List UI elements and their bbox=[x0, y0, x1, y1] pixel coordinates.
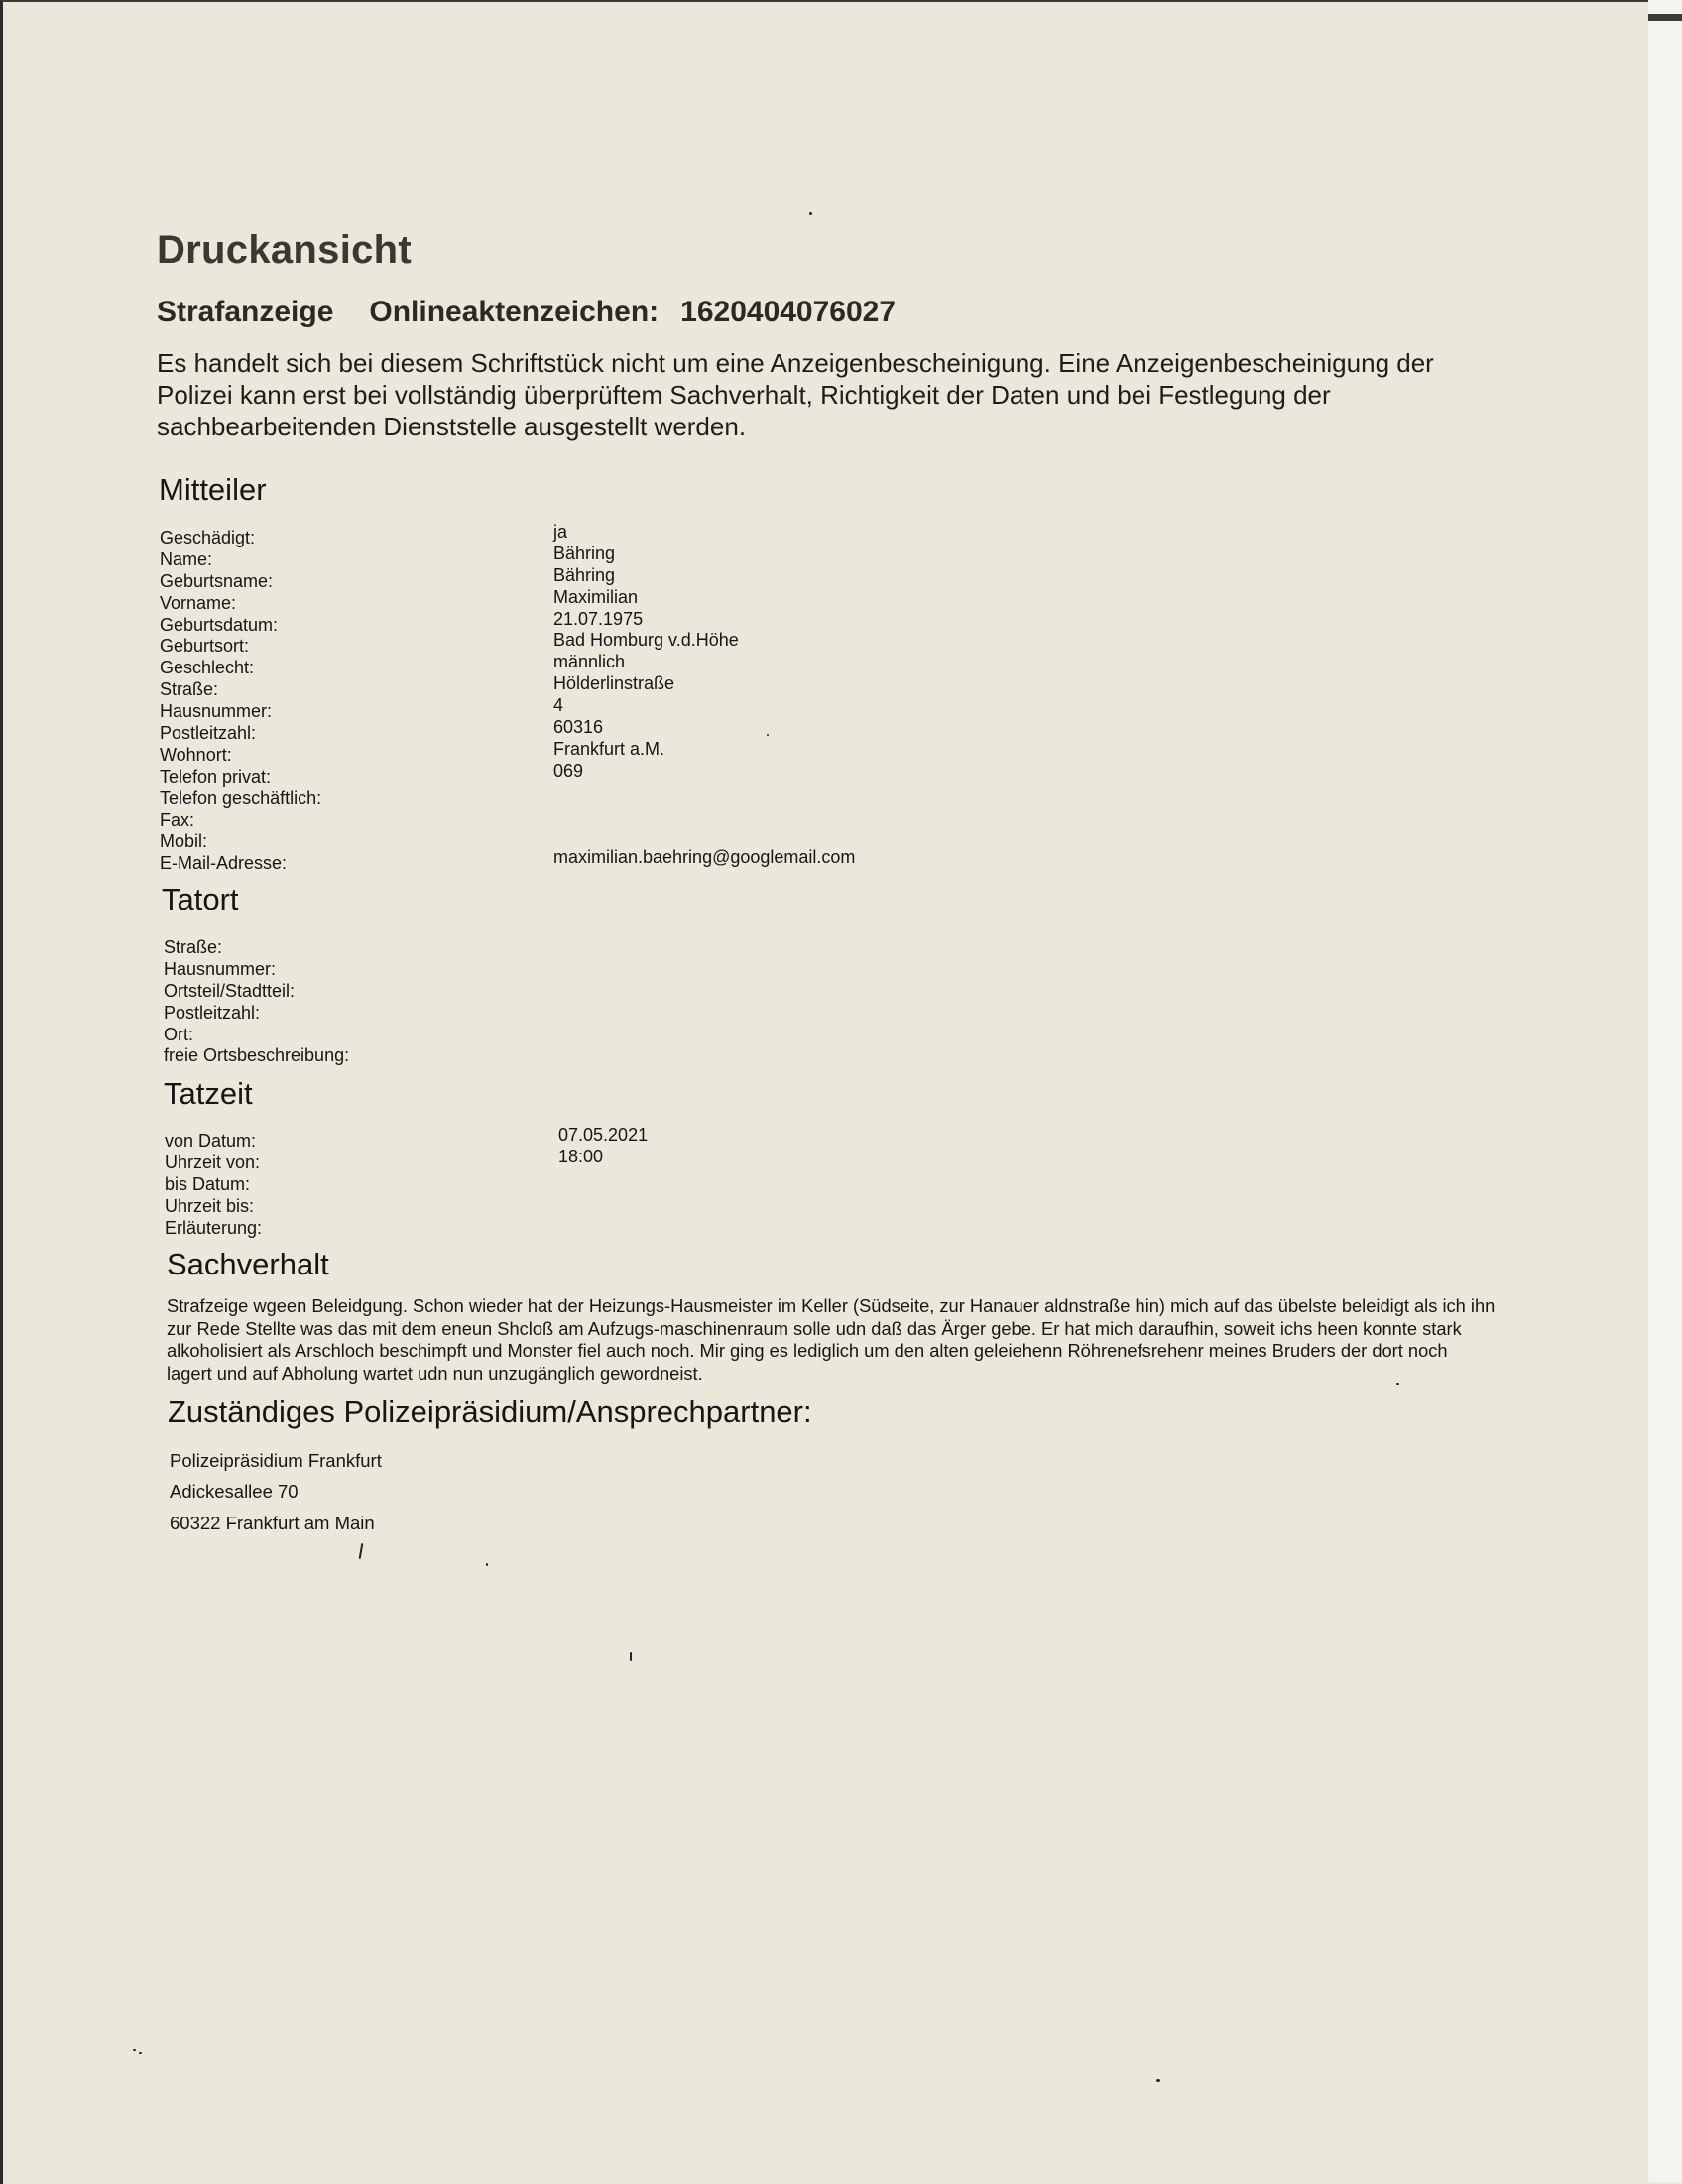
field-label: Mobil: bbox=[160, 831, 208, 852]
field-row bbox=[160, 564, 1151, 591]
tatzeit-fields bbox=[165, 1125, 1156, 1238]
field-label: Geschlecht: bbox=[160, 658, 255, 678]
field-label: E-Mail-Adresse: bbox=[160, 853, 288, 874]
field-row bbox=[164, 956, 1155, 978]
field-label: Geschädigt: bbox=[160, 528, 256, 547]
field-label: Wohnort: bbox=[160, 744, 232, 765]
case-number: 1620404076027 bbox=[680, 296, 897, 328]
field-label: Uhrzeit bis: bbox=[165, 1195, 255, 1216]
notice-paragraph: Es handelt sich bei diesem Schriftstück nicht um eine Anzeigenbescheinigung. Eine Anzeigenbescheinigung der Polizei kann erst bei vollständig überprüftem Sachverhalt, Richtigkeit der Daten und bei Festlegung der sachbearbeitenden Dienststelle ausgestellt werden. bbox=[157, 348, 1434, 441]
field-row bbox=[160, 786, 1151, 807]
field-label: Hausnummer: bbox=[160, 701, 273, 722]
field-row bbox=[164, 1022, 1155, 1043]
field-label: bis Datum: bbox=[165, 1173, 251, 1194]
field-row bbox=[160, 807, 1151, 829]
scan-speck bbox=[1396, 1383, 1399, 1385]
field-label: Ortsteil/Stadtteil: bbox=[164, 980, 296, 1001]
contact-authority: Polizeipräsidium Frankfurt bbox=[170, 1450, 382, 1471]
field-value: Bähring bbox=[553, 564, 616, 585]
section-heading-tatort: Tatort bbox=[162, 882, 239, 916]
field-row bbox=[164, 1000, 1155, 1022]
section-heading-mitteiler: Mitteiler bbox=[159, 472, 267, 507]
field-row bbox=[160, 695, 1151, 722]
field-value: maximilian.baehring@googlemail.com bbox=[553, 847, 856, 868]
scanner-margin-mark bbox=[1648, 14, 1682, 21]
field-row bbox=[160, 630, 1151, 657]
field-label: Geburtsort: bbox=[160, 636, 250, 657]
field-label: Erläuterung: bbox=[165, 1217, 263, 1238]
field-value: 21.07.1975 bbox=[553, 608, 644, 629]
field-row bbox=[160, 760, 1151, 787]
page-title: Druckansicht bbox=[157, 228, 413, 272]
scan-speck bbox=[767, 734, 769, 736]
field-value: 4 bbox=[553, 695, 564, 716]
field-value: Maximilian bbox=[553, 586, 639, 607]
field-label: Geburtsname: bbox=[160, 570, 274, 591]
field-label: von Datum: bbox=[165, 1131, 257, 1151]
field-label: Vorname: bbox=[160, 592, 237, 613]
field-value: 18:00 bbox=[558, 1146, 604, 1166]
scan-speck bbox=[139, 2052, 142, 2054]
field-label: Straße: bbox=[164, 937, 223, 957]
sachverhalt-text: Strafzeige wgeen Beleidgung. Schon wieder hat der Heizungs-Hausmeister im Keller (Südseite, zur Hanauer aldnstraße hin) mich auf das übelste beleidigt als ich ihn zur Rede Stellte was das mit dem eneun Shcloß am Aufzugs-maschinenraum solle udn daß das Ärger gebe. Er hat mich daraufhin, soweit ichs heen konnte stark alkoholisiert als Arschloch beschimpft und Monster fiel auch noch. Mir ging es lediglich um den alten geleiehenn Röhrenefsrehenr meines Bruders der dort noch lagert und auf Abholung wartet udn nun unzugänglich gewordneist. bbox=[167, 1295, 1496, 1384]
field-row bbox=[160, 522, 1151, 547]
report-subtitle bbox=[157, 296, 896, 329]
section-heading-contact: Zuständiges Polizeipräsidium/Ansprechpartner: bbox=[168, 1395, 812, 1429]
scanner-margin bbox=[1648, 0, 1682, 2182]
field-label: Name: bbox=[160, 548, 213, 569]
field-label: Geburtsdatum: bbox=[160, 614, 279, 635]
field-label: Uhrzeit von: bbox=[165, 1152, 261, 1172]
field-label: Postleitzahl: bbox=[160, 723, 257, 744]
field-label: Straße: bbox=[160, 679, 219, 700]
field-value: 07.05.2021 bbox=[558, 1125, 649, 1145]
field-row bbox=[160, 586, 1151, 613]
field-value: ja bbox=[553, 522, 568, 542]
field-row bbox=[160, 847, 1151, 874]
field-value: Hölderlinstraße bbox=[553, 673, 675, 694]
field-row bbox=[165, 1146, 1156, 1172]
field-label: freie Ortsbeschreibung: bbox=[164, 1045, 350, 1066]
scan-speck bbox=[133, 2049, 136, 2051]
field-value: Bähring bbox=[553, 543, 616, 563]
field-label: Telefon privat: bbox=[160, 766, 272, 787]
field-row bbox=[164, 978, 1155, 1000]
field-label: Hausnummer: bbox=[164, 958, 277, 979]
field-row bbox=[165, 1171, 1156, 1193]
scan-speck bbox=[630, 1652, 632, 1661]
field-label: Telefon geschäftlich: bbox=[160, 788, 322, 808]
scan-speck bbox=[809, 212, 812, 215]
section-heading-tatzeit: Tatzeit bbox=[164, 1076, 253, 1111]
contact-city: 60322 Frankfurt am Main bbox=[170, 1513, 375, 1533]
field-row bbox=[165, 1215, 1156, 1237]
section-heading-sachverhalt: Sachverhalt bbox=[167, 1247, 329, 1281]
contact-street: Adickesallee 70 bbox=[170, 1481, 299, 1502]
field-row bbox=[164, 1042, 1155, 1064]
scan-speck bbox=[486, 1563, 488, 1566]
field-row bbox=[165, 1193, 1156, 1215]
field-label: Ort: bbox=[164, 1024, 193, 1044]
field-row bbox=[160, 738, 1151, 765]
field-value: Bad Homburg v.d.Höhe bbox=[553, 630, 739, 651]
report-type: Strafanzeige bbox=[157, 296, 334, 328]
field-row bbox=[160, 543, 1151, 569]
field-value: 60316 bbox=[553, 717, 604, 738]
tatort-fields bbox=[164, 934, 1155, 1064]
field-label: Postleitzahl: bbox=[164, 1002, 261, 1023]
mitteiler-fields bbox=[160, 522, 1151, 874]
field-row bbox=[160, 673, 1151, 700]
field-row bbox=[164, 934, 1155, 956]
scan-speck bbox=[1156, 2079, 1160, 2082]
field-value: 069 bbox=[553, 760, 584, 781]
field-label: Fax: bbox=[160, 809, 195, 830]
field-value: männlich bbox=[553, 652, 626, 672]
field-value: Frankfurt a.M. bbox=[553, 738, 665, 759]
case-number-label: Onlineaktenzeichen: bbox=[369, 296, 660, 328]
field-row bbox=[165, 1125, 1156, 1151]
